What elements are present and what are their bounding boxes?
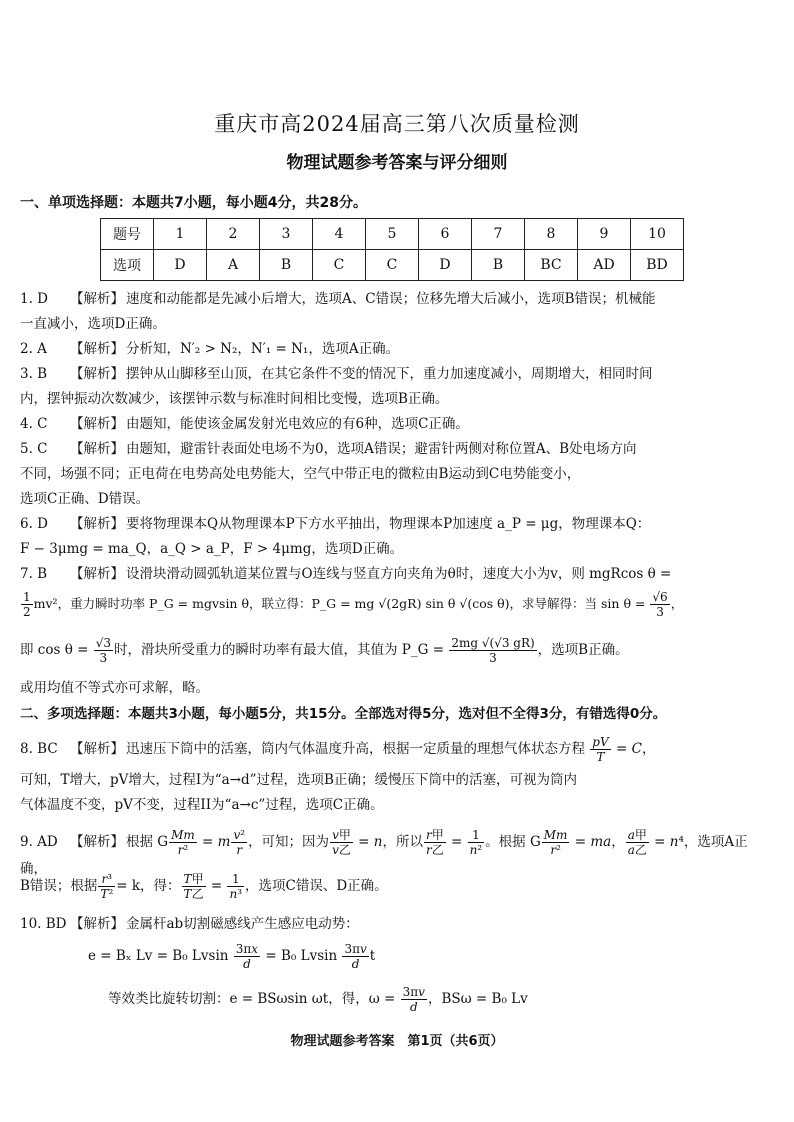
fraction: $\frac{3\pi v}{d}$: [344, 942, 367, 971]
fraction: $\frac{√6}{3}$: [652, 590, 668, 619]
fraction: $\frac{3\pi v}{d}$: [402, 985, 425, 1014]
answer-item-5-cont2: 选项C正确、D错误。: [20, 491, 150, 507]
table-cell: 3: [260, 219, 313, 250]
table-cell: 5: [366, 219, 419, 250]
table-cell: B: [260, 250, 313, 281]
table-cell: C: [366, 250, 419, 281]
answer-item-9-cont: B错误；根据 $\frac{\text{r³}}{\text{T²}}$ = k，得： $\frac{\text{T甲}}{\text{T乙}}$ = $\frac{1}{\text{n³}}$ ，选项C错误、D正确。: [20, 872, 388, 901]
table-cell: D: [419, 250, 472, 281]
fraction: $\frac{pV}{T}$: [592, 735, 609, 764]
fraction: $\frac{1}{\text{n²}}$: [469, 828, 483, 857]
page-footer: 物理试题参考答案 第1页（共6页）: [290, 1034, 504, 1049]
table-cell: 1: [154, 219, 207, 250]
page-subtitle: 物理试题参考答案与评分细则: [286, 153, 508, 173]
table-cell: 4: [313, 219, 366, 250]
fraction: $\frac{Mm}{\text{r²}}$: [171, 828, 195, 857]
answer-table: [100, 218, 684, 281]
answer-item-9: 9. AD 【解析】 根据 G $\frac{Mm}{\text{r²}}$ = m $\frac{\text{v²}}{r}$ ，可知；因为 $\frac{\text{v甲}}{\text{v乙}}$ = n，所以 $\frac{\text{r甲}}{\text{r乙}}$ = $\frac{1}{\text{n²}}$ 。根据 G $\frac{Mm}{\text{r²}}$ = ma， $\frac{\text{a甲}}{\text{a乙}}$ = n⁴，选项A正确，: [20, 828, 748, 877]
table-cell: 9: [578, 219, 631, 250]
fraction: $\frac{\text{a甲}}{\text{a乙}}$: [627, 828, 647, 857]
table-header-cell: 题号: [101, 219, 154, 250]
fraction: $\frac{3\pi x}{d}$: [235, 942, 259, 971]
fraction: $\frac{Mm}{\text{r²}}$: [543, 828, 568, 857]
fraction: $\frac{\text{v²}}{r}$: [233, 828, 246, 857]
answer-item-2: 2. A 【解析】 分析知，N′₂ > N₂，N′₁ = N₁，选项A正确。: [20, 341, 400, 357]
answer-item-6: 6. D 【解析】 要将物理课本Q从物理课本P下方水平抽出，物理课本P加速度 a_P = μg，物理课本Q：: [20, 516, 651, 532]
fraction: $\frac{2mg √(√3 gR)}{3}$: [451, 636, 535, 665]
section-heading-2: 二、多项选择题：本题共3小题，每小题5分，共15分。全部选对得5分，选对但不全得3分，有错选得0分。: [20, 706, 667, 722]
table-cell: D: [154, 250, 207, 281]
answer-item-6-cont: F − 3μmg = ma_Q，a_Q > a_P，F > 4μmg，选项D正确。: [20, 541, 404, 557]
answer-item-7: 7. B 【解析】 设滑块滑动圆弧轨道某位置与O连线与竖直方向夹角为θ时，速度大小为v，则 mgRcos θ =: [20, 566, 672, 582]
answer-item-8: 8. BC 【解析】 迅速压下筒中的活塞，筒内气体温度升高，根据一定质量的理想气体状态方程 $\frac{pV}{T}$ = C，: [20, 735, 656, 764]
fraction: $\frac{\text{r³}}{\text{T²}}$: [100, 872, 114, 901]
page-title: 重庆市高2024届高三第八次质量检测: [214, 112, 580, 136]
answer-item-7-cont2: 即 cos θ = $\frac{√3}{3}$ 时，滑块所受重力的瞬时功率有最大值，其值为 P_G = $\frac{2mg √(√3 gR)}{3}$ ，选项B正确。: [20, 636, 629, 665]
table-cell: C: [313, 250, 366, 281]
answer-item-8-cont: 可知，T增大，pV增大，过程I为“a→d”过程，选项B正确；缓慢压下筒中的活塞，可视为筒内: [20, 772, 577, 788]
table-cell: A: [207, 250, 260, 281]
answer-item-10-cont2: 等效类比旋转切割：e = BSωsin ωt，得，ω = $\frac{3\pi v}{d}$ ，BSω = B₀ Lv: [108, 985, 528, 1014]
answer-item-1-cont: 一直减小，选项D正确。: [20, 316, 166, 332]
fraction: $\frac{1}{\text{n³}}$: [229, 872, 243, 901]
answer-item-7-cont: $\frac{1}{2}$ mv²，重力瞬时功率 P_G = mgvsin θ，联立得：P_G = mg √(2gR) sin θ √(cos θ)，求导解得：当 sin θ = $\frac{√6}{3}$ ，: [23, 590, 684, 619]
table-row: [101, 219, 684, 250]
fraction: $\frac{\text{T甲}}{\text{T乙}}$: [183, 872, 204, 901]
answer-item-7-cont3: 或用均值不等式亦可求解，略。: [20, 680, 209, 696]
fraction: $\frac{\text{r甲}}{\text{r乙}}$: [425, 828, 444, 857]
fraction: $\frac{√3}{3}$: [95, 636, 112, 665]
table-cell: AD: [578, 250, 631, 281]
answer-item-10: 10. BD 【解析】 金属杆ab切割磁感线产生感应电动势：: [20, 916, 359, 932]
fraction: $\frac{\text{v甲}}{\text{v乙}}$: [332, 828, 351, 857]
answer-item-5: 5. C 【解析】 由题知，避雷针表面处电场不为0，选项A错误；避雷针两侧对称位置A、B处电场方向: [20, 441, 637, 457]
answer-item-4: 4. C 【解析】 由题知，能使该金属发射光电效应的有6种，选项C正确。: [20, 416, 469, 432]
answer-item-1: 1. D 【解析】 速度和动能都是先减小后增大，选项A、C错误；位移先增大后减小，选项B错误；机械能: [20, 291, 656, 307]
table-row: [101, 250, 684, 281]
table-cell: 10: [631, 219, 684, 250]
answer-item-5-cont: 不同，场强不同；正电荷在电势高处电势能大，空气中带正电的微粒由B运动到C电势能变小，: [20, 466, 581, 482]
fraction: $\frac{1}{2}$: [23, 590, 31, 619]
table-cell: 6: [419, 219, 472, 250]
table-cell: 7: [472, 219, 525, 250]
section-heading-1: 一、单项选择题：本题共7小题，每小题4分，共28分。: [20, 195, 367, 211]
table-cell: BC: [525, 250, 578, 281]
answer-item-8-cont2: 气体温度不变，pV不变，过程II为“a→c”过程，选项C正确。: [20, 797, 384, 813]
table-header-cell: 选项: [101, 250, 154, 281]
table-cell: 2: [207, 219, 260, 250]
answer-item-3-cont: 内，摆钟振动次数减少，该摆钟示数与标准时间相比变慢，选项B正确。: [20, 391, 449, 407]
answer-item-3: 3. B 【解析】 摆钟从山脚移至山顶，在其它条件不变的情况下，重力加速度减小，周期增大，相同时间: [20, 366, 653, 382]
answer-item-10-cont: e = Bₓ Lv = B₀ Lvsin $\frac{3\pi x}{d}$ = B₀ Lvsin $\frac{3\pi v}{d}$ t: [88, 942, 376, 971]
table-cell: BD: [631, 250, 684, 281]
table-cell: 8: [525, 219, 578, 250]
table-cell: B: [472, 250, 525, 281]
